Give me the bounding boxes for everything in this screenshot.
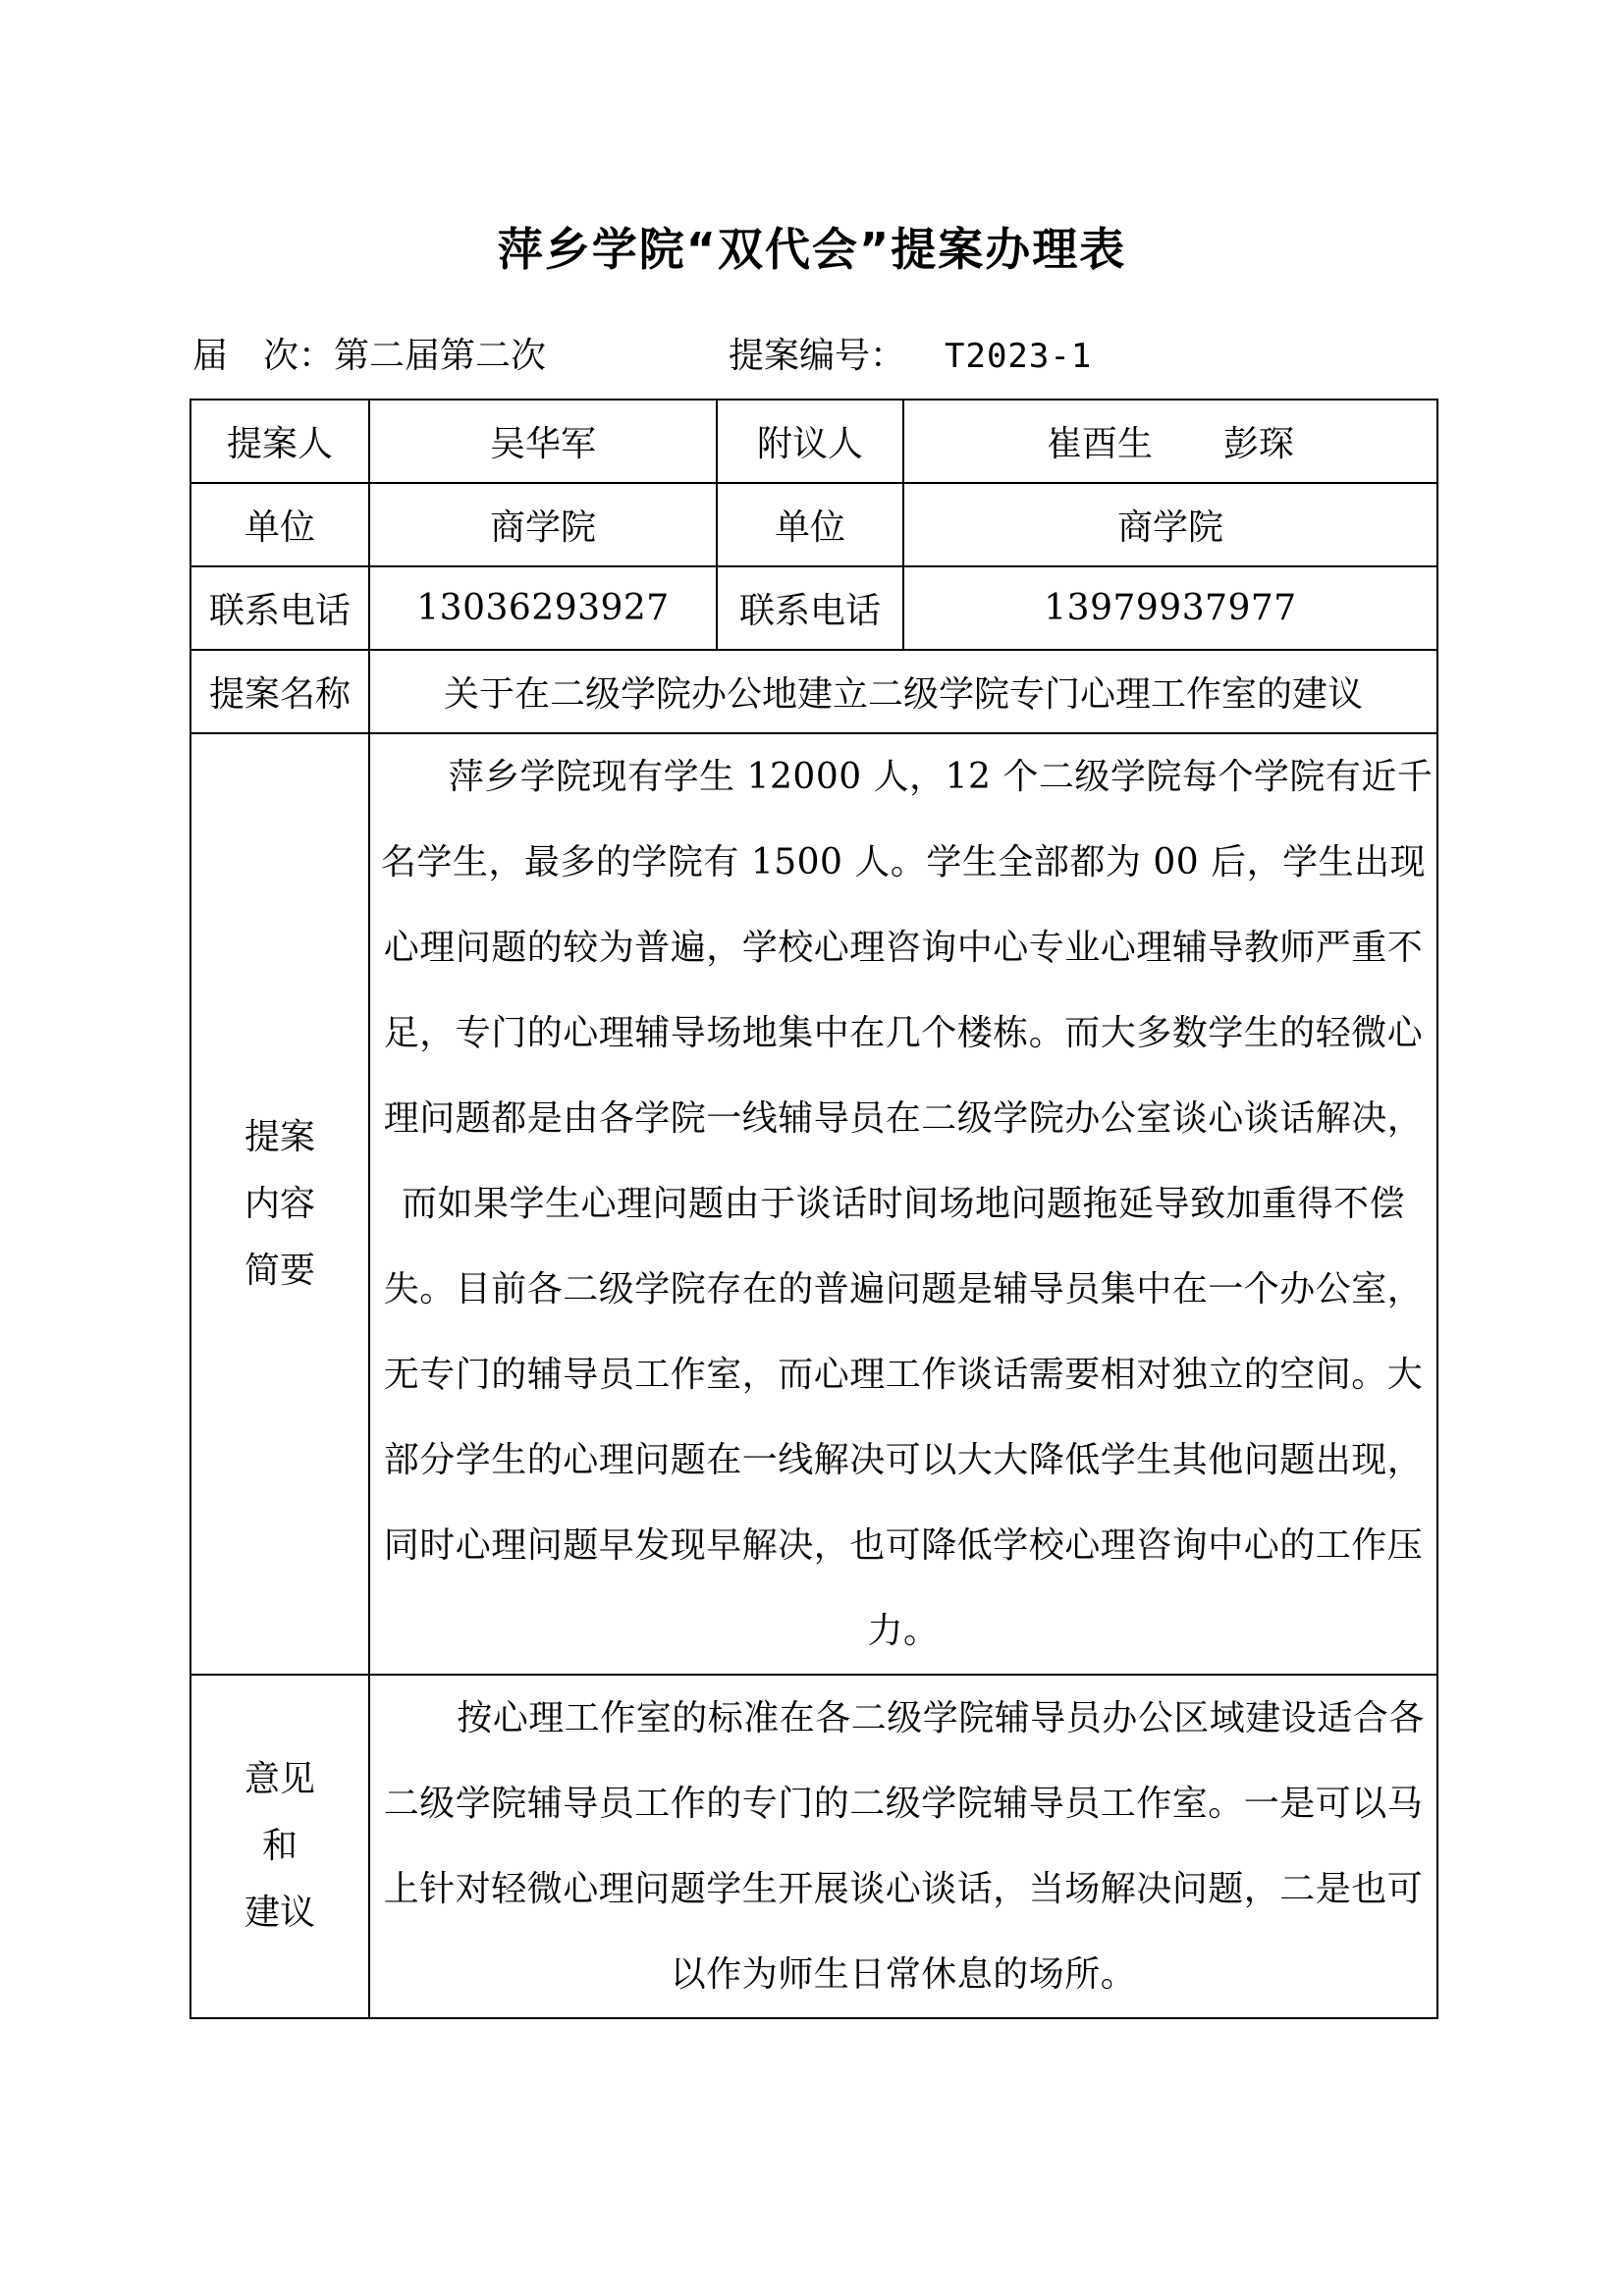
advice-label-line3: 建议 xyxy=(244,1893,315,1933)
phone-value: 13036293927 xyxy=(369,566,717,650)
session-info xyxy=(192,332,546,381)
advice-text: 按心理工作室的标准在各二级学院辅导员办公区域建设适合各二级学院辅导员工作的专门的二级学院辅导员工作室。一是可以马上针对轻微心理问题学生开展谈心谈话，当场解决问题，二是也可以作为师生日常休息的场所。 xyxy=(369,1675,1437,2018)
phone-row xyxy=(190,566,1437,650)
proposal-number-value: T2023-1 xyxy=(945,337,1093,376)
proposal-form-table xyxy=(189,399,1438,2019)
unit-row xyxy=(190,483,1437,566)
proposal-name-value: 关于在二级学院办公地建立二级学院专门心理工作室的建议 xyxy=(369,650,1437,733)
summary-label-line3: 简要 xyxy=(244,1250,315,1291)
phone-label: 联系电话 xyxy=(190,566,369,650)
advice-row xyxy=(190,1675,1437,2018)
unit-label: 单位 xyxy=(190,483,369,566)
unit-value: 商学院 xyxy=(369,483,717,566)
proposal-number-info xyxy=(729,332,1092,381)
cosigner-value: 崔酉生 彭琛 xyxy=(903,400,1437,483)
cosigner-unit-label: 单位 xyxy=(717,483,903,566)
cosigner-unit-value: 商学院 xyxy=(903,483,1437,566)
proposal-name-row xyxy=(190,650,1437,733)
proposal-number-label: 提案编号： xyxy=(729,336,906,376)
summary-row xyxy=(190,733,1437,1675)
proposal-name-label: 提案名称 xyxy=(190,650,369,733)
proposer-row xyxy=(190,400,1437,483)
session-label: 届 次： xyxy=(192,336,335,376)
summary-label xyxy=(190,733,369,1675)
advice-label xyxy=(190,1675,369,2018)
summary-text: 萍乡学院现有学生 12000 人，12 个二级学院每个学院有近千名学生，最多的学院有 1500 人。学生全部都为 00 后，学生出现心理问题的较为普遍，学校心理咨询中心专业心理辅导教师严重不足，专门的心理辅导场地集中在几个楼栋。而大多数学生的轻微心理问题都是由各学院一线辅导员在二级学院办公室谈心谈话解决，而如果学生心理问题由于谈话时间场地问题拖延导致加重得不偿失。目前各二级学院存在的普遍问题是辅导员集中在一个办公室，无专门的辅导员工作室，而心理工作谈话需要相对独立的空间。大部分学生的心理问题在一线解决可以大大降低学生其他问题出现，同时心理问题早发现早解决，也可降低学校心理咨询中心的工作压力。 xyxy=(369,733,1437,1675)
summary-label-line2: 内容 xyxy=(244,1183,315,1224)
proposer-label: 提案人 xyxy=(190,400,369,483)
summary-label-line1: 提案 xyxy=(244,1116,315,1157)
document-title: 萍乡学院“双代会”提案办理表 xyxy=(497,223,1127,276)
cosigner-label: 附议人 xyxy=(717,400,903,483)
advice-label-line2: 和 xyxy=(261,1826,298,1866)
proposer-value: 吴华军 xyxy=(369,400,717,483)
cosigner-phone-label: 联系电话 xyxy=(717,566,903,650)
cosigner-phone-value: 13979937977 xyxy=(903,566,1437,650)
advice-label-line1: 意见 xyxy=(244,1759,315,1799)
session-value: 第二届第二次 xyxy=(334,336,547,376)
